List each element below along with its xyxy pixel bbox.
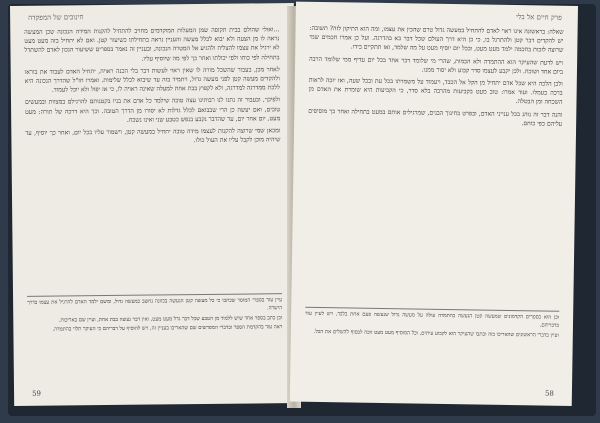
paragraph: ויש לדעת שהעיקר הוא ההתמדה ולא הכמות, שהרי מי שלומד דבר אחד בכל יום עדיף ממי שלומד הרבה ביום אחד ושוכח. ולכן יקבע לעצמו סדר קבוע ולא יסור ממנו.: [309, 55, 564, 76]
paragraph: ולכן הלכה היא שכל אדם יתחיל מן הקל אל הכבד, ויעמוד על משמרתו בכל עת ובכל שעה, ואז יזכה לראות ברכה בעמלו. ועוד אמרו: טוב מעט בקביעות מהרבה בלא סדר, כי הקביעות היא שומרת את האדם מן השכחה ומן הבטלה.: [308, 76, 563, 107]
footnote: וכן הוא בספרים הקדמונים שמעשה קטן הנעשה בהתמדה עולה על מעשה גדול שנעשה פעם אחת בלבד, ויש לעיין עוד בדבריהם.: [305, 310, 560, 329]
paragraph: ולפיכך, ובעבור זה נתנו לנו רבותינו עצה טובה שילמד כל אדם את בניו בקטנותם להרגילם במצוות ובמעשים טובים, ואם יעשה כן הרי שבבואם לכלל גדלות לא יסורו מן הדרך הטובה. וכך היא דרכה של תורה: מעט מעט, יום אחר יום, עד שהדבר נקבע בנפש כטבע שני ואינו נשכח.: [24, 96, 281, 124]
paragraph: שאלה: בראשונה אינו ראוי לאדם להתחיל במעשה גדול טרם שהכין את עצמו, ומה הוא התיקון לזה? תשובה: יש להקדים דבר קטן ולהתרגל בו, כי כן היא דרך העולם שכל דבר בא בהדרגה. ועל כן אמרו חכמים שמי שרוצה לזכות בחכמה ילמד מעט מעט, ובכל יום יוסיף מעט על מה שלמד, ואז תתקיים בידו.: [309, 24, 564, 55]
left-page: [10, 3, 298, 406]
left-page-body: [24, 25, 280, 150]
paragraph: ...ואולי שהולם בבית תקופה שמן המעלות המוקדמים מחויב להתחיל להקנות המידה הנכונה שכן המעשה נראה לו מן הצעה ולא יבוא לכלל מעשה והעניין נראה בתחילתו כשיעור קטן. ואם לא יתחיל בזה מעט מעט לא ירגיל את עצמו להצליח ולהגיע אל המטרה הנכונה, ובעניין זה נאמר בספרים ששיעור הנכון לאדם להשתדל בתחילה לפי כוחו ולפי יכולתו ואחר כך לפי מה שיוסיף עליו.: [24, 26, 280, 63]
right-page: [290, 2, 578, 406]
right-running-head: פרק חיים אל בלי: [516, 13, 562, 22]
footnote: ועיין בדברי הראשונים שהאריכו בזה וכתבו שהעיקר הוא לקבוע עיתים, וכל המוסיף מעט מעט זוכה לבסוף להשלים את הכל.: [313, 328, 559, 339]
right-page-number: 58: [544, 389, 554, 398]
paragraph: לאחר מכן, בעבור שהשכל מורה לו שאין ראוי לעשות דבר בלי הכנה ראויה, יתחיל האדם לעבוד את בוראו ולהקדים מעשה קטן לפני מעשה גדול, ויתמיד בזה עד שיבוא לכלל שלימות. ואמרו חז"ל שהדרך הנכונה היא ללכת ממדרגה למדרגה, ולא לקפוץ בבת אחת למעלה שאינה ראויה לו, כי אז יפול ולא יוכל לעמוד.: [24, 65, 280, 94]
left-running-head: חינוכים של המפקדה: [28, 13, 84, 22]
footnote: עיין עוד בספרי המוסר שכתבו כי כל מעשה קטן הנעשה בכוונה נחשב כמעשה גדול, ומשם ילמד האדם להרגיל את עצמו בדרך הישרה.: [27, 297, 283, 312]
left-page-number: 59: [32, 389, 42, 398]
right-footnotes: [305, 307, 559, 342]
paragraph: והנה דבר זה נוהג בכל ענייני האדם, ובפרט בחינוך הבנים, שמרגילים אותם במעט בתחילה ואחר כך מוסיפים עליהם כפי כוחם.: [308, 107, 563, 128]
paragraph: ומכאן שמי שרוצה להקנות לעצמו מידה טובה יתחיל במעשה קטן, וישמור עליו בכל יום, ואחר כך יוסיף, עד שיהיה מוכן לקבל עליו את העול כולו.: [25, 127, 281, 145]
footnote: וכן כתב בספר אחד שיש ללמוד מן הטבע שכל דבר גדל מעט מעט, ואין דבר נעשה בבת אחת, ועיין שם באריכות.: [58, 314, 283, 324]
footnote: ראה עוד בהקדמת הספר ובדברי המפרשים שם שהאריכו בעניין זה, ויש להוסיף על דבריהם כי העיקר תלוי בהתמדה.: [52, 324, 283, 333]
left-footnotes: [27, 293, 282, 337]
right-page-body: [308, 24, 564, 132]
